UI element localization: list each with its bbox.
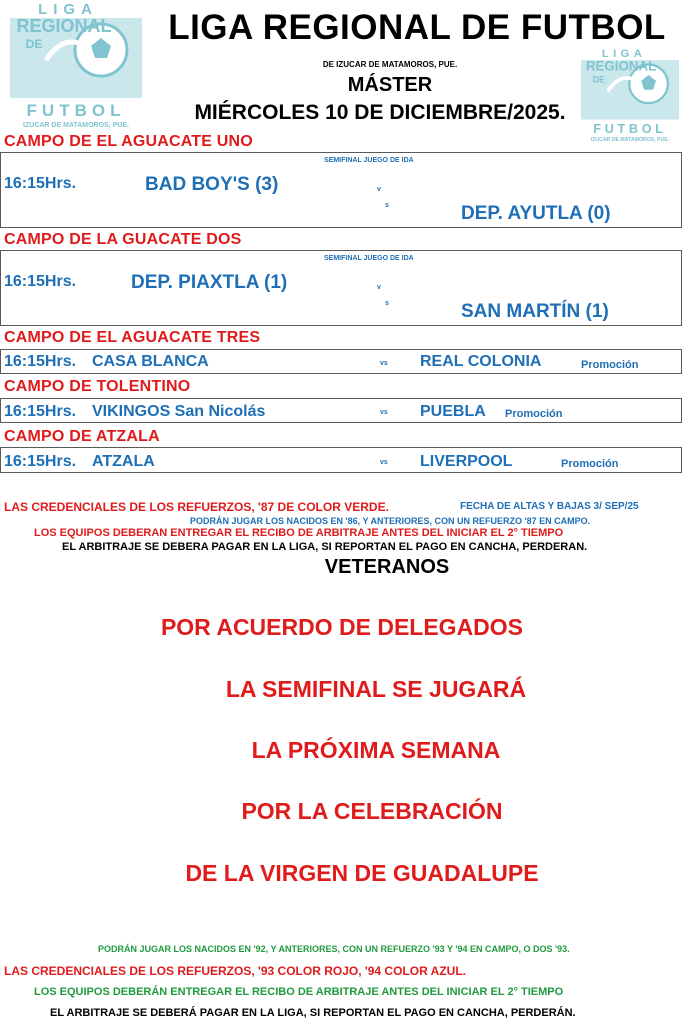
versus-mark: s (385, 202, 389, 209)
logo-line1: LIGA (38, 1, 98, 18)
notice-credentials: LAS CREDENCIALES DE LOS REFUERZOS, '87 DE COLOR VERDE. (4, 500, 389, 514)
versus-mark: vs (380, 409, 388, 416)
logo-line2: REGIONAL (585, 58, 657, 74)
away-team: DEP. AYUTLA (0) (461, 203, 611, 224)
home-team: ATZALA (92, 453, 155, 470)
match-note: Promoción (505, 408, 563, 420)
logo-line4: FUTBOL (593, 121, 667, 136)
match-time: 16:15Hrs. (4, 353, 77, 370)
away-team: LIVERPOOL (420, 453, 513, 470)
logo-line3: DE (25, 37, 43, 51)
notice-referee-payment: EL ARBITRAJE SE DEBERA PAGAR EN LA LIGA, SI REPORTAN EL PAGO EN CANCHA, PERDERAN. (62, 541, 588, 553)
match-time: 16:15Hrs. (4, 403, 77, 420)
versus-mark: s (385, 300, 389, 307)
announcement-line: LA SEMIFINAL SE JUGARÁ (225, 676, 527, 702)
home-team: CASA BLANCA (92, 353, 209, 370)
notice-referee-receipt: LOS EQUIPOS DEBERAN ENTREGAR EL RECIBO DE ARBITRAJE ANTES DEL INICIAR EL 2° TIEMPO (34, 527, 564, 539)
page-subtitle: DE IZUCAR DE MATAMOROS, PUE. (322, 60, 458, 69)
notice-credentials: LAS CREDENCIALES DE LOS REFUERZOS, '93 COLOR ROJO, '94 COLOR AZUL. (4, 964, 466, 978)
notice-registration-dates: FECHA DE ALTAS Y BAJAS 3/ SEP/25 (460, 501, 639, 512)
field-title: CAMPO DE ATZALA (4, 428, 160, 445)
home-team: VIKINGOS San Nicolás (92, 403, 266, 420)
home-team: BAD BOY'S (3) (145, 174, 279, 195)
versus-mark: vs (380, 360, 388, 367)
notice-referee-receipt: LOS EQUIPOS DEBERÁN ENTREGAR EL RECIBO DE ARBITRAJE ANTES DEL INICIAR EL 2° TIEMPO (34, 986, 564, 998)
announcement-line: LA PRÓXIMA SEMANA (251, 737, 501, 763)
field-title: CAMPO DE EL AGUACATE TRES (4, 329, 261, 346)
section-title-veteranos: VETERANOS (324, 556, 450, 578)
versus-mark: v (377, 186, 381, 193)
field-title: CAMPO DE TOLENTINO (4, 378, 191, 395)
match-time: 16:15Hrs. (4, 273, 77, 290)
match-stage: SEMIFINAL JUEGO DE IDA (324, 157, 414, 164)
logo-line4: FUTBOL (26, 101, 126, 120)
logo-caption: IZUCAR DE MATAMOROS, PUE. (590, 137, 670, 144)
notice-eligibility: PODRÁN JUGAR LOS NACIDOS EN '86, Y ANTERIORES, CON UN REFUERZO '87 EN CAMPO. (190, 516, 591, 526)
page-title: LIGA REGIONAL DE FUTBOL (168, 8, 666, 47)
league-logo-left (6, 0, 146, 130)
match-stage: SEMIFINAL JUEGO DE IDA (324, 255, 414, 262)
league-logo-right (578, 46, 682, 144)
logo-line1: LIGA (601, 48, 647, 61)
versus-mark: v (377, 284, 381, 291)
match-note: Promoción (561, 458, 619, 470)
versus-mark: vs (380, 459, 388, 466)
category-label: MÁSTER (347, 74, 433, 96)
away-team: REAL COLONIA (420, 353, 542, 370)
match-time: 16:15Hrs. (4, 175, 77, 192)
notice-eligibility: PODRÁN JUGAR LOS NACIDOS EN '92, Y ANTERIORES, CON UN REFUERZO '93 Y '94 EN CAMPO, O DOS '93. (98, 944, 570, 954)
logo-line3: DE (592, 74, 605, 85)
away-team: SAN MARTÍN (1) (461, 301, 609, 322)
home-team: DEP. PIAXTLA (1) (131, 272, 288, 293)
announcement-line: POR LA CELEBRACIÓN (241, 798, 503, 824)
match-date: MIÉRCOLES 10 DE DICIEMBRE/2025. (194, 101, 566, 124)
league-logo-graphic (578, 46, 682, 144)
notice-referee-payment: EL ARBITRAJE SE DEBERÁ PAGAR EN LA LIGA, SI REPORTAN EL PAGO EN CANCHA, PERDERÁN. (50, 1007, 576, 1019)
field-title: CAMPO DE EL AGUACATE UNO (4, 133, 253, 150)
league-logo-graphic (6, 0, 146, 130)
logo-caption: IZUCAR DE MATAMOROS, PUE. (23, 122, 129, 129)
announcement-line: POR ACUERDO DE DELEGADOS (160, 614, 524, 640)
match-time: 16:15Hrs. (4, 453, 77, 470)
field-title: CAMPO DE LA GUACATE DOS (4, 231, 242, 248)
logo-line2: REGIONAL (16, 16, 112, 36)
away-team: PUEBLA (420, 403, 486, 420)
match-note: Promoción (581, 359, 639, 371)
announcement-line: DE LA VIRGEN DE GUADALUPE (185, 860, 539, 886)
